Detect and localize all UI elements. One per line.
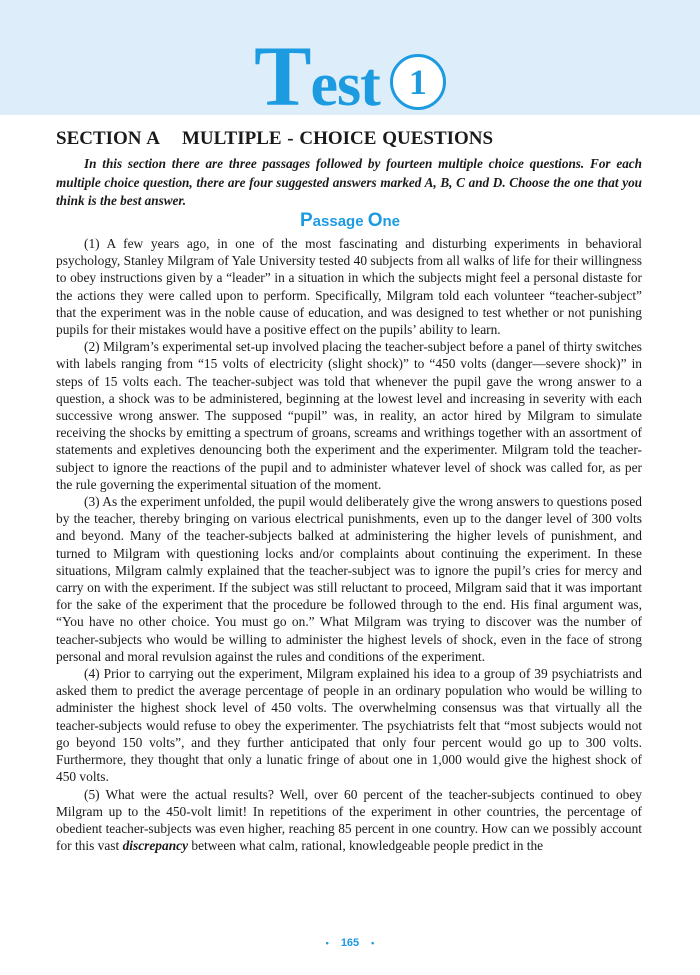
instructions-text: In this section there are three passages followed by fourteen multiple choice questions. For each multiple choice question, there are four suggested answers marked A, B, C and D. Choose the one that you think is the best answer.	[56, 156, 642, 208]
bullet-icon: •	[371, 938, 375, 948]
paragraph-2: (2) Milgram’s experimental set-up involved placing the teacher-subject before a panel of thirty switches with labels ranging from “15 volts of electricity (slight shock)” to “450 volts (danger—severe shock)” in steps of 15 volts each. The teacher-subject was told that whenever the pupil gave the wrong answer to a question, a shock was to be administered, beginning at the lowest level and increasing in severity with each successive wrong answer. The supposed “pupil” was, in reality, an actor hired by Milgram to simulate receiving the shocks by emitting a spectrum of groans, screams and writhings together with an assortment of statements and expletives denouncing both the experiment and the experimenter. Milgram told the teacher-subject to ignore the reactions of the pupil and to administer whatever level of shock was called for, as per the rule governing the experimental situation of the moment.	[56, 339, 642, 492]
paragraph-1: (1) A few years ago, in one of the most fascinating and disturbing experiments in behavioral psychology, Stanley Milgram of Yale University tested 40 subjects from all walks of life for their willingness to obey instructions given by a “leader” in a situation in which the subjects might feel a personal distaste for the actions they were called upon to perform. Specifically, Milgram told each volunteer “teacher-subject” that the experiment was in the noble cause of education, and was designed to test whether or not punishing pupils for their mistakes would have a positive effect on the pupils’ ability to learn.	[56, 236, 642, 338]
passage-title-rest1: assage	[312, 213, 368, 230]
bullet-icon: •	[325, 938, 329, 948]
passage-title	[0, 210, 700, 232]
test-title	[0, 26, 700, 126]
passage-title-cap2: O	[367, 210, 383, 231]
paragraph-3: (3) As the experiment unfolded, the pupil would deliberately give the wrong answers to questions posed by the teacher, thereby bringing on various electrical punishments, even up to the danger level of 300 volts and beyond. Many of the teacher-subjects balked at administering the higher levels of punishment, and turned to Milgram with questioning locks and/or complaints about continuing the experiment. In these situations, Milgram calmly explained that the teacher-subject was to ignore the pupil’s cries for mercy and carry on with the experiment. If the subject was still reluctant to proceed, Milgram said that it was important for the sake of the experiment that the procedure be followed through to the end. His final argument was, “You have no other choice. You must go on.” What Milgram was trying to discover was the number of teacher-subjects who would be willing to administer the highest levels of shock, even in the face of strong personal and moral revulsion against the rules and conditions of the experiment.	[56, 494, 642, 664]
paragraph-5-text-a: (5) What were the actual results? Well, over 60 percent of the teacher-subjects continued to obey Milgram up to the 450-volt limit! In repetitions of the experiment in other countries, the percentage of obedient teacher-subjects was even higher, reaching 85 percent in one country. How can we possibly account for this vast	[56, 786, 642, 854]
page-number: 165	[340, 937, 360, 949]
paragraph-5	[56, 786, 642, 855]
title-first-letter: T	[254, 28, 311, 124]
paragraph-5-text-b: between what calm, rational, knowledgeable people predict in the	[188, 838, 544, 854]
section-title: MULTIPLE - CHOICE QUESTIONS	[181, 128, 494, 149]
test-number-badge: 1	[390, 54, 446, 110]
section-heading	[56, 128, 493, 150]
paragraph-4: (4) Prior to carrying out the experiment, Milgram explained his idea to a group of 39 psychiatrists and asked them to predict the average percentage of people in an ordinary population who would be willing to administer the highest shock level of 450 volts. The overwhelming consensus was that virtually all the teacher-subjects would refuse to obey the experimenter. The psychiatrists felt that “most subjects would not go beyond 150 volts”, and they further anticipated that only four percent would go up to 300 volts. Furthermore, they thought that only a lunatic fringe of about one in 1,000 would give the highest shock of 450 volts.	[56, 666, 642, 785]
test-title-word	[254, 28, 380, 124]
section-instructions	[56, 155, 642, 211]
passage-body	[56, 235, 642, 854]
passage-title-cap1: P	[299, 210, 313, 231]
page-footer	[0, 937, 700, 949]
passage-title-rest2: ne	[382, 213, 401, 230]
emphasized-word-discrepancy: discrepancy	[122, 838, 189, 854]
section-label: SECTION A	[56, 128, 160, 149]
title-rest: est	[310, 51, 380, 119]
